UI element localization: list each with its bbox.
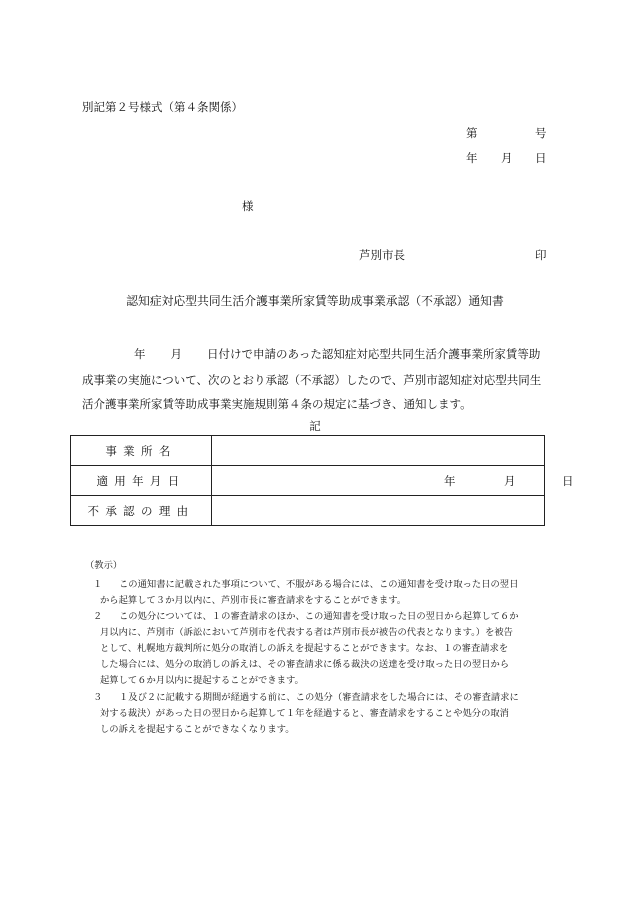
table-row	[71, 496, 545, 526]
info-table	[70, 435, 574, 526]
notice-item-2-number: ２	[93, 611, 103, 622]
notice-item-3-number: ３	[93, 692, 103, 703]
seal-mark: 印	[535, 248, 547, 262]
document-number-prefix: 第	[466, 126, 478, 140]
table-row	[71, 436, 545, 466]
body-line-1-text: 日付けで申請のあった認知症対応型共同生活介護事業所家賃等助	[207, 347, 541, 361]
table-value-disapproval-reason	[212, 496, 545, 526]
body-line-3: 活介護事業所家賃等助成事業実施規則第４条の規定に基づき、通知します。	[82, 397, 472, 411]
body-year: 年	[134, 347, 146, 361]
table-value-office-name	[212, 436, 545, 466]
table-value-effective-date	[212, 466, 574, 496]
notice-item-1-number: １	[93, 579, 103, 590]
body-line-1	[82, 346, 540, 362]
body-month: 月	[170, 347, 182, 361]
table-label-disapproval-reason: 不承認の理由	[71, 496, 212, 526]
notice-item-2-line-3: として、札幌地方裁判所に処分の取消しの訴えを提起することができます。なお、１の審査請求を	[100, 643, 509, 654]
notice-item-3-line-3: しの訴えを提起することができなくなります。	[100, 724, 295, 735]
issue-date-year: 年	[466, 151, 478, 165]
document-title: 認知症対応型共同生活介護事業所家賃等助成事業承認（不承認）通知書	[126, 294, 504, 308]
notice-item-1-line-1: １ この通知書に記載された事項について、不服がある場合には、この通知書を受け取った日の翌日	[93, 576, 518, 590]
notice-item-2-line-5: 起算して６か月以内に提起することができます。	[100, 675, 304, 686]
issue-date-day: 日	[535, 151, 547, 165]
addressee-suffix: 様	[242, 199, 254, 213]
notice-item-2-line-4: した場合には、処分の取消しの訴えは、その審査請求に係る裁決の送達を受け取った日の翌日から	[100, 659, 510, 670]
effective-date-month: 月	[504, 473, 516, 488]
form-label: 別記第２号様式（第４条関係）	[82, 100, 243, 114]
notice-item-2-line-1: ２ この処分については、１の審査請求のほか、この通知書を受け取った日の翌日から起算して６か	[93, 608, 519, 622]
notice-heading: （教示）	[85, 560, 123, 571]
table-label-effective-date: 適用年月日	[71, 466, 212, 496]
table-label-office-name: 事業所名	[71, 436, 212, 466]
document-number-suffix: 号	[535, 126, 547, 140]
table-row	[71, 466, 545, 496]
effective-date-day: 日	[562, 473, 574, 488]
body-line-2: 成事業の実施について、次のとおり承認（不承認）したので、芦別市認知症対応型共同生	[82, 373, 542, 387]
issuer-title: 芦別市長	[359, 248, 405, 262]
notice-item-1-line-2: から起算して３か月以内に、芦別市長に審査請求をすることができます。	[100, 595, 407, 606]
notice-item-2-line-2: 月以内に、芦別市（訴訟において芦別市を代表する者は芦別市長が被告の代表となります。）を被告	[100, 627, 513, 638]
issue-date-month: 月	[501, 151, 513, 165]
ki-heading: 記	[309, 419, 321, 433]
effective-date-year: 年	[444, 473, 456, 488]
notice-item-3-line-1: ３ １及び２に記載する期間が経過する前に、この処分（審査請求をした場合には、その審査請求に	[93, 689, 519, 703]
notice-item-3-line-2: 対する裁決）があった日の翌日から起算して１年を経過すると、審査請求をすることや処分の取消	[100, 708, 509, 719]
